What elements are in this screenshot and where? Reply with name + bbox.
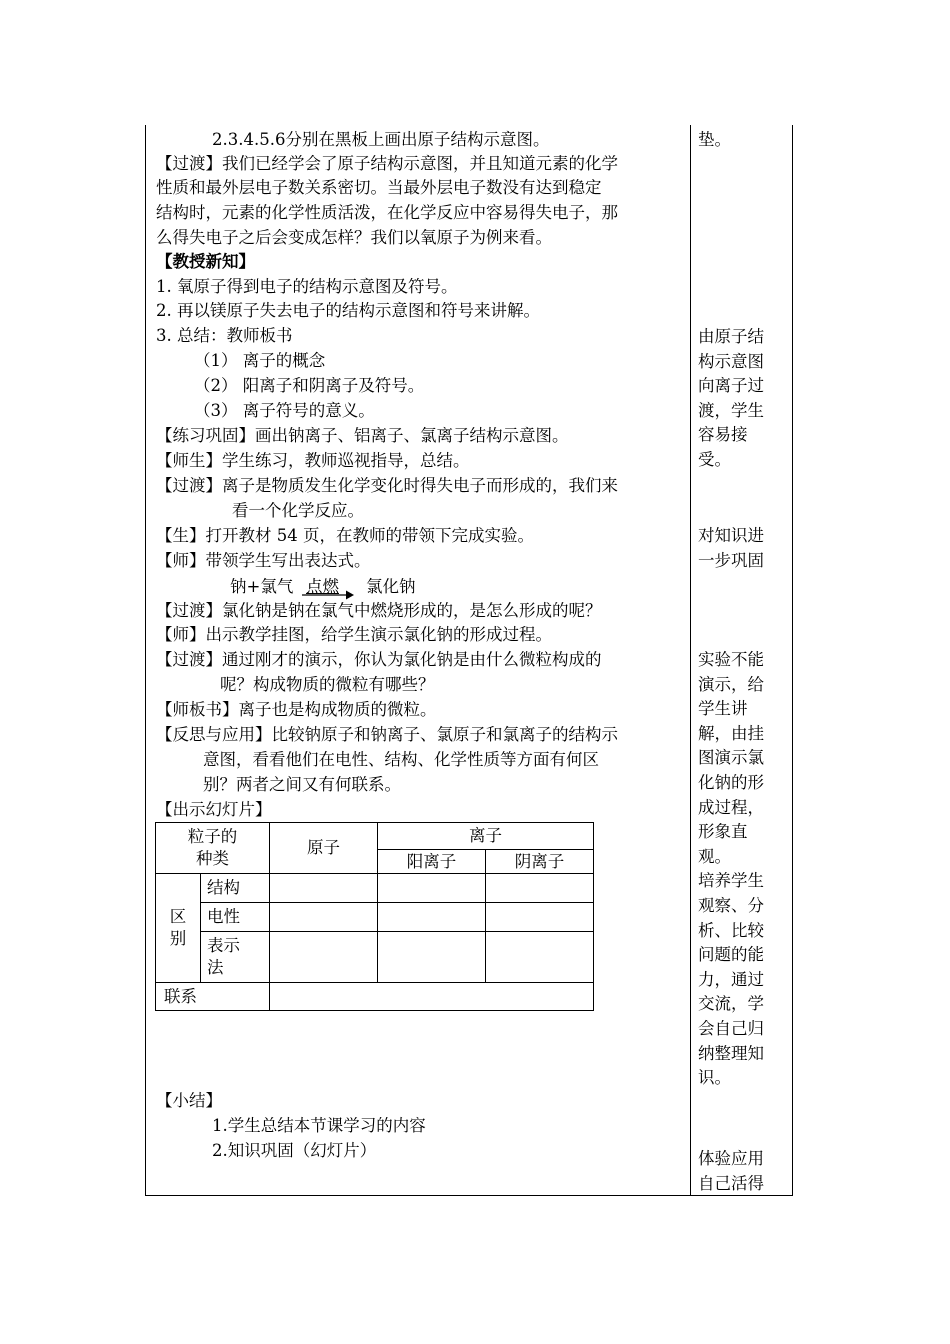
list-subitem: （3） 离子符号的意义。 <box>194 401 375 420</box>
table-cell <box>378 932 486 983</box>
text-line: 【过渡】氯化钠是钠在氯气中燃烧形成的，是怎么形成的呢？ <box>156 601 602 620</box>
text-line: 【反思与应用】比较钠原子和钠离子、氯原子和氯离子的结构示 <box>156 725 618 744</box>
row-structure: 结构 <box>201 874 270 903</box>
text-line: 看一个化学反应。 <box>232 501 364 520</box>
text-line: 【生】打开教材 54 页，在教师的带领下完成实验。 <box>156 526 534 545</box>
table-cell <box>378 903 486 932</box>
list-item: 3. 总结：教师板书 <box>156 326 293 345</box>
text-line: 意图，看看他们在电性、结构、化学性质等方面有何区 <box>203 750 599 769</box>
text-line: 【师】带领学生写出表达式。 <box>156 551 371 570</box>
equation-reactants: 钠+氯气 <box>230 577 294 596</box>
list-item: 2.知识巩固（幻灯片） <box>212 1141 377 1160</box>
text-line: 性质和最外层电子数关系密切。当最外层电子数没有达到稳定 <box>156 178 602 197</box>
text-line: 【师生】学生练习，教师巡视指导，总结。 <box>156 451 470 470</box>
row-representation: 表示 法 <box>201 932 270 983</box>
text-line: 【过渡】通过刚才的演示，你认为氯化钠是由什么微粒构成的 <box>156 650 602 669</box>
table-cell <box>486 903 594 932</box>
equation-condition: 点燃 <box>306 577 339 596</box>
equation-product: 氯化钠 <box>366 577 416 596</box>
section-heading: 【教授新知】 <box>156 252 255 271</box>
table-cell <box>486 874 594 903</box>
list-item: 2. 再以镁原子失去电子的结构示意图和符号来讲解。 <box>156 301 540 320</box>
table-cell <box>270 983 594 1011</box>
header-atom: 原子 <box>270 823 378 874</box>
side-note: 对知识进 一步巩固 <box>698 526 764 570</box>
text-line: 结构时，元素的化学性质活泼，在化学反应中容易得失电子，那 <box>156 203 618 222</box>
text-line: 【练习巩固】画出钠离子、铝离子、氯离子结构示意图。 <box>156 426 569 445</box>
side-note: 实验不能 演示，给 学生讲 解，由挂 图演示氯 化钠的形 成过程， 形象直 观。 培养学生 观察、分 析、比较 问题的能 力，通过 交流，学 会自己归 纳整理知 识。 <box>698 650 764 1088</box>
list-subitem: （1） 离子的概念 <box>194 351 326 370</box>
side-note: 体验应用 自己活得 <box>698 1149 764 1193</box>
row-charge: 电性 <box>201 903 270 932</box>
header-particle-kind: 粒子的 种类 <box>156 823 270 874</box>
text-line: 么得失电子之后会变成怎样？我们以氧原子为例来看。 <box>156 228 552 247</box>
text-line: 【出示幻灯片】 <box>156 800 272 819</box>
comparison-table <box>155 822 594 1011</box>
table-cell <box>486 932 594 983</box>
row-group-difference: 区 别 <box>156 874 201 983</box>
row-relation: 联系 <box>156 983 270 1011</box>
table-cell <box>270 874 378 903</box>
text-line: 【过渡】我们已经学会了原子结构示意图，并且知道元素的化学 <box>156 154 618 173</box>
table-cell <box>378 874 486 903</box>
list-item: 1.学生总结本节课学习的内容 <box>212 1116 426 1135</box>
side-note: 由原子结 构示意图 向离子过 渡，学生 容易接 受。 <box>698 327 764 469</box>
list-subitem: （2） 阳离子和阴离子及符号。 <box>194 376 425 395</box>
text-line: 别？两者之间又有何联系。 <box>203 775 401 794</box>
text-line: 【过渡】离子是物质发生化学变化时得失电子而形成的，我们来 <box>156 476 618 495</box>
table-cell <box>270 903 378 932</box>
side-note: 垫。 <box>698 130 731 149</box>
header-anion: 阴离子 <box>486 850 594 874</box>
text-line: 2.3.4.5.6分别在黑板上画出原子结构示意图。 <box>212 130 550 149</box>
text-line: 【师】出示教学挂图，给学生演示氯化钠的形成过程。 <box>156 625 552 644</box>
table-cell <box>270 932 378 983</box>
header-cation: 阳离子 <box>378 850 486 874</box>
section-heading: 【小结】 <box>156 1091 222 1110</box>
text-line: 【师板书】离子也是构成物质的微粒。 <box>156 700 437 719</box>
text-line: 呢？构成物质的微粒有哪些？ <box>220 675 435 694</box>
list-item: 1. 氧原子得到电子的结构示意图及符号。 <box>156 277 458 296</box>
header-ion: 离子 <box>378 823 594 850</box>
column-divider <box>690 125 691 1195</box>
